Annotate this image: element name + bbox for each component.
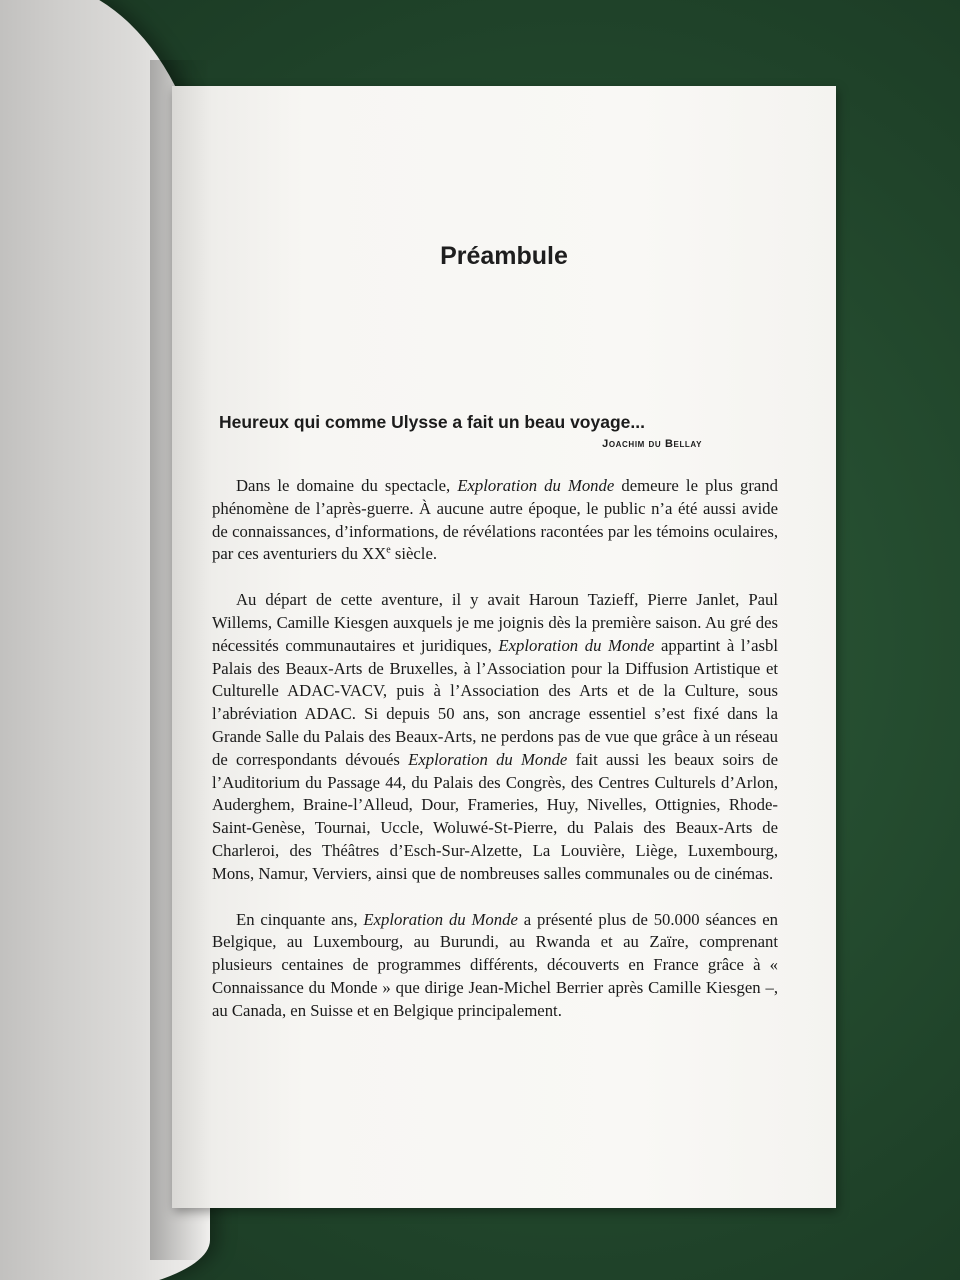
superscript-text: e bbox=[386, 544, 391, 556]
paragraph-2 bbox=[212, 589, 778, 885]
epigraph-quote: Heureux qui comme Ulysse a fait un beau voyage... bbox=[219, 412, 645, 432]
paragraph-text: Dans le domaine du spectacle, bbox=[236, 476, 458, 495]
paragraph-text: siècle. bbox=[390, 544, 438, 564]
italic-title-text: Exploration du Monde bbox=[408, 749, 568, 769]
book-page bbox=[172, 86, 836, 1208]
paragraph-text: Au départ de cette aventure, il y avait Haroun Tazieff, Pierre Janlet, Paul Willems, Camille Kiesgen auxquels je me joignis dès la première saison. Au gré des nécessités communautaires et juridiques, bbox=[212, 590, 778, 655]
paragraph-text: a présenté plus de 50.000 séances en Belgique, au Luxembourg, au Burundi, au Rwanda et au Zaïre, comprenant plusieurs centaines de programmes différents, découverts en France grâce à « Connaissance du Monde » que dirige Jean-Michel Berrier après Camille Kiesgen –, au Canada, en Suisse et en Belgique principalement. bbox=[212, 909, 779, 1020]
italic-title-text: Exploration du Monde bbox=[363, 909, 518, 929]
epigraph-author: Joachim du Bellay bbox=[602, 438, 702, 450]
paragraph-text: En cinquante ans, bbox=[236, 909, 364, 929]
page-title: Préambule bbox=[440, 242, 568, 270]
paragraph-text: demeure le plus grand phénomène de l’après-guerre. À aucune autre époque, le public n’a été aussi avide de connaissances, d’informations, de révélations racontées par les témoins oculaires, par ces aventuriers du XX bbox=[212, 476, 778, 564]
italic-title-text: Exploration du Monde bbox=[498, 635, 655, 655]
paragraph-3 bbox=[212, 909, 778, 1023]
body-text bbox=[212, 475, 778, 1046]
paragraph-text: fait aussi les beaux soirs de l’Auditorium du Passage 44, du Palais des Congrès, des Centres Culturels d’Arlon, Auderghem, Braine-l’Alleud, Dour, Frameries, Huy, Nivelles, Ottignies, Rhode-Saint-Genèse, Tournai, Uccle, Woluwé-St-Pierre, du Palais des Beaux-Arts de Charleroi, des Théâtres d’Esch-Sur-Alzette, La Louvière, Liège, Luxembourg, Mons, Namur, Verviers, ainsi que de nombreuses salles communales ou de cinémas. bbox=[212, 749, 778, 883]
italic-title-text: Exploration du Monde bbox=[457, 476, 615, 495]
paragraph-1 bbox=[212, 475, 778, 566]
paragraph-text: appartint à l’asbl Palais des Beaux-Arts de Bruxelles, à l’Association pour la Diffusion Artistique et Culturelle ADAC-VACV, puis à l’Association des Arts et de la Culture, sous l’abréviation ADAC. Si depuis 50 ans, son ancrage essentiel s’est fixé dans la Grande Salle du Palais des Beaux-Arts, ne perdons pas de vue que grâce à un réseau de correspondants dévoués bbox=[212, 635, 778, 769]
